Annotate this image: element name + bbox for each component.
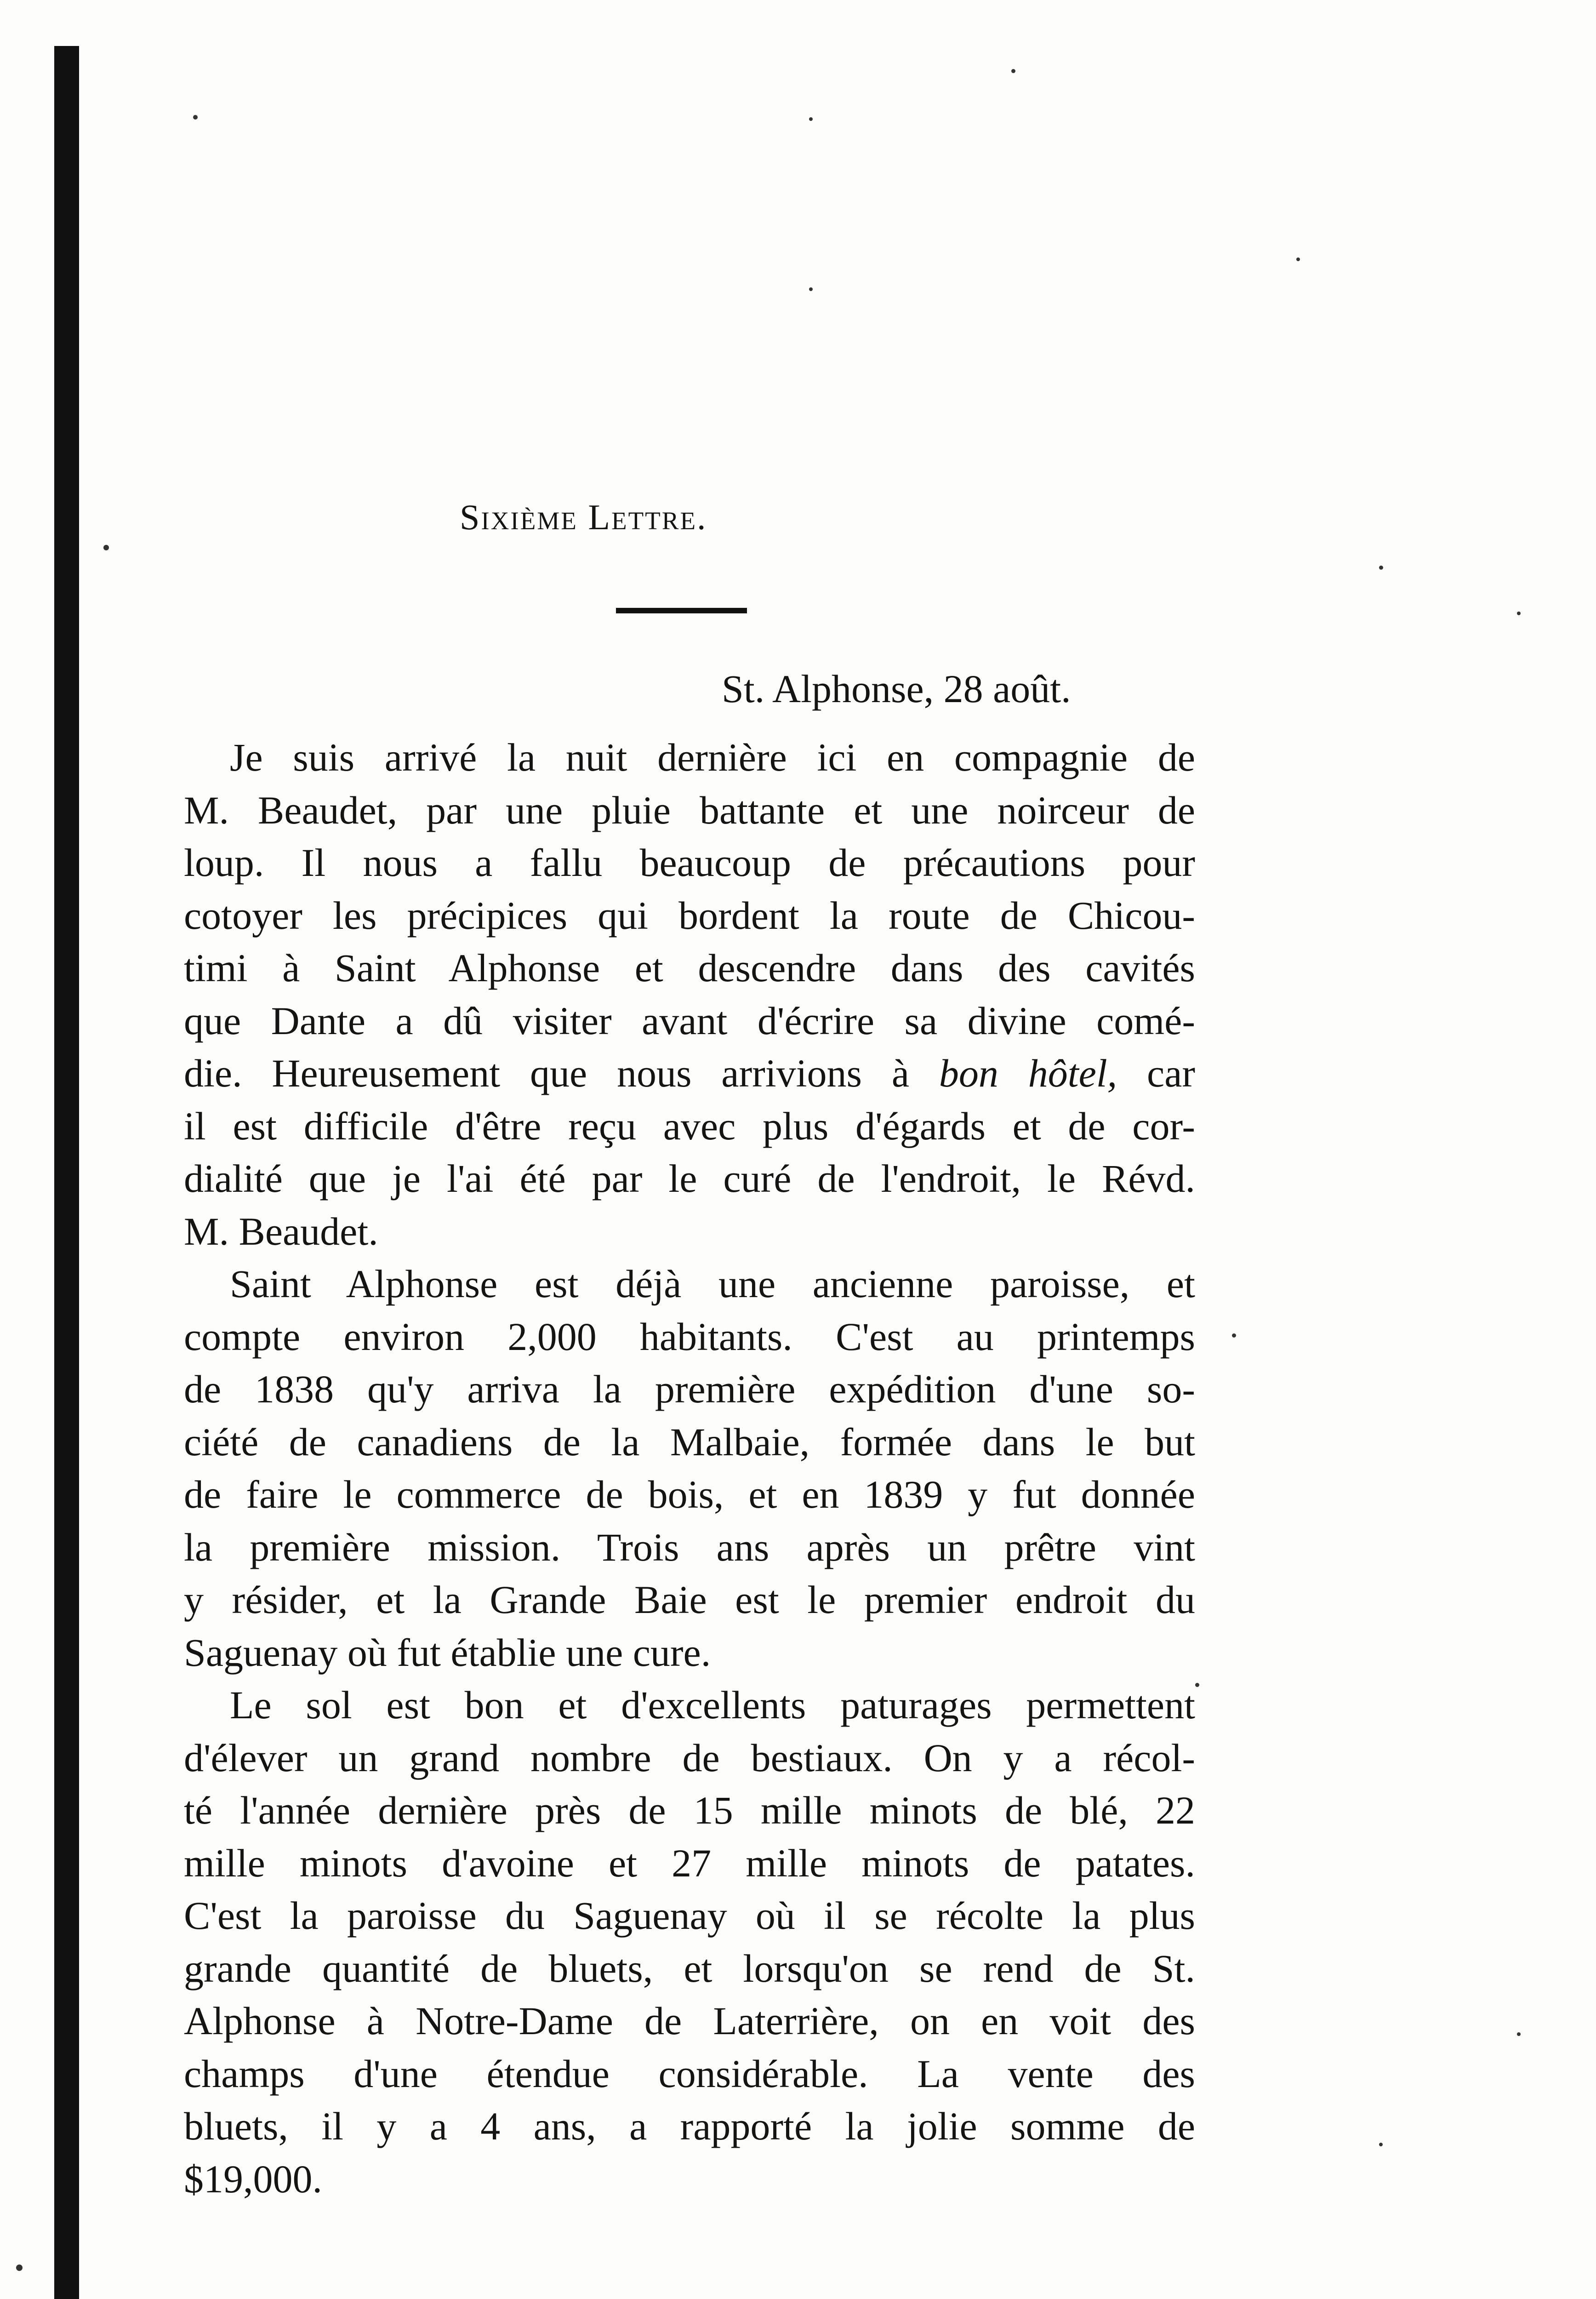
scan-speck	[1517, 2032, 1521, 2036]
scan-speck	[1232, 1333, 1236, 1338]
scan-speck	[809, 117, 813, 121]
text-line: bluets, il y a 4 ans, a rapporté la jolie somme de	[184, 2104, 1195, 2148]
text-line: $19,000.	[184, 2156, 322, 2201]
letter-body	[184, 731, 1195, 2205]
scan-speck	[193, 115, 198, 120]
paragraph	[184, 731, 1195, 1258]
scan-speck	[1379, 2143, 1383, 2146]
text-line: grande quantité de bluets, et lorsqu'on se rend de St.	[184, 1946, 1195, 1990]
text-line: Alphonse à Notre-Dame de Laterrière, on en voit des	[184, 1999, 1195, 2043]
heading-rule	[616, 608, 747, 613]
text-segment: car	[1117, 1051, 1195, 1095]
text-line: de 1838 qu'y arriva la première expédition d'une so-	[184, 1367, 1195, 1411]
text-line: que Dante a dû visiter avant d'écrire sa divine comé-	[184, 998, 1195, 1043]
text-line: cotoyer les précipices qui bordent la route de Chicou-	[184, 893, 1195, 938]
dateline: St. Alphonse, 28 août.	[722, 667, 1071, 711]
paragraph	[184, 1258, 1195, 1679]
text-line: M. Beaudet.	[184, 1209, 378, 1253]
scan-speck	[1517, 612, 1521, 615]
scan-speck	[1195, 1683, 1199, 1687]
text-line: loup. Il nous a fallu beaucoup de précautions pour	[184, 841, 1195, 885]
text-line: la première mission. Trois ans après un prêtre vint	[184, 1525, 1195, 1569]
text-line: Saguenay où fut établie une cure.	[184, 1630, 711, 1675]
italic-phrase: bon hôtel,	[939, 1051, 1117, 1095]
scan-speck	[1296, 257, 1300, 261]
text-line: il est difficile d'être reçu avec plus d'égards et de cor-	[184, 1104, 1195, 1148]
text-line: C'est la paroisse du Saguenay où il se récolte la plus	[184, 1893, 1195, 1938]
scan-speck	[1011, 69, 1015, 73]
text-segment: die. Heureusement que nous arrivions à	[184, 1051, 939, 1095]
binding-edge-shadow	[54, 46, 79, 2299]
text-line: Je suis arrivé la nuit dernière ici en compagnie de	[230, 735, 1195, 779]
text-line: Saint Alphonse est déjà une ancienne paroisse, et	[230, 1262, 1195, 1306]
text-line: ciété de canadiens de la Malbaie, formée dans le but	[184, 1419, 1195, 1464]
text-line	[184, 1047, 1195, 1100]
scan-speck	[809, 287, 813, 291]
text-line: M. Beaudet, par une pluie battante et une noirceur de	[184, 788, 1195, 832]
text-line: d'élever un grand nombre de bestiaux. On y a récol-	[184, 1735, 1195, 1780]
paragraph	[184, 1679, 1195, 2205]
text-line: Le sol est bon et d'excellents paturages permettent	[230, 1683, 1195, 1727]
scan-speck	[16, 2265, 23, 2271]
text-line: mille minots d'avoine et 27 mille minots de patates.	[184, 1841, 1195, 1885]
text-line: champs d'une étendue considérable. La vente des	[184, 2051, 1195, 2096]
text-line: compte environ 2,000 habitants. C'est au printemps	[184, 1314, 1195, 1359]
text-line: té l'année dernière près de 15 mille minots de blé, 22	[184, 1788, 1195, 1832]
text-line: y résider, et la Grande Baie est le premier endroit du	[184, 1578, 1195, 1622]
scan-speck	[103, 545, 109, 550]
text-line: dialité que je l'ai été par le curé de l'endroit, le Révd.	[184, 1156, 1195, 1201]
scan-speck	[1379, 566, 1383, 570]
text-line: de faire le commerce de bois, et en 1839 y fut donnée	[184, 1472, 1195, 1516]
text-line: timi à Saint Alphonse et descendre dans des cavités	[184, 946, 1195, 990]
letter-heading: Sixième Lettre.	[460, 497, 707, 537]
